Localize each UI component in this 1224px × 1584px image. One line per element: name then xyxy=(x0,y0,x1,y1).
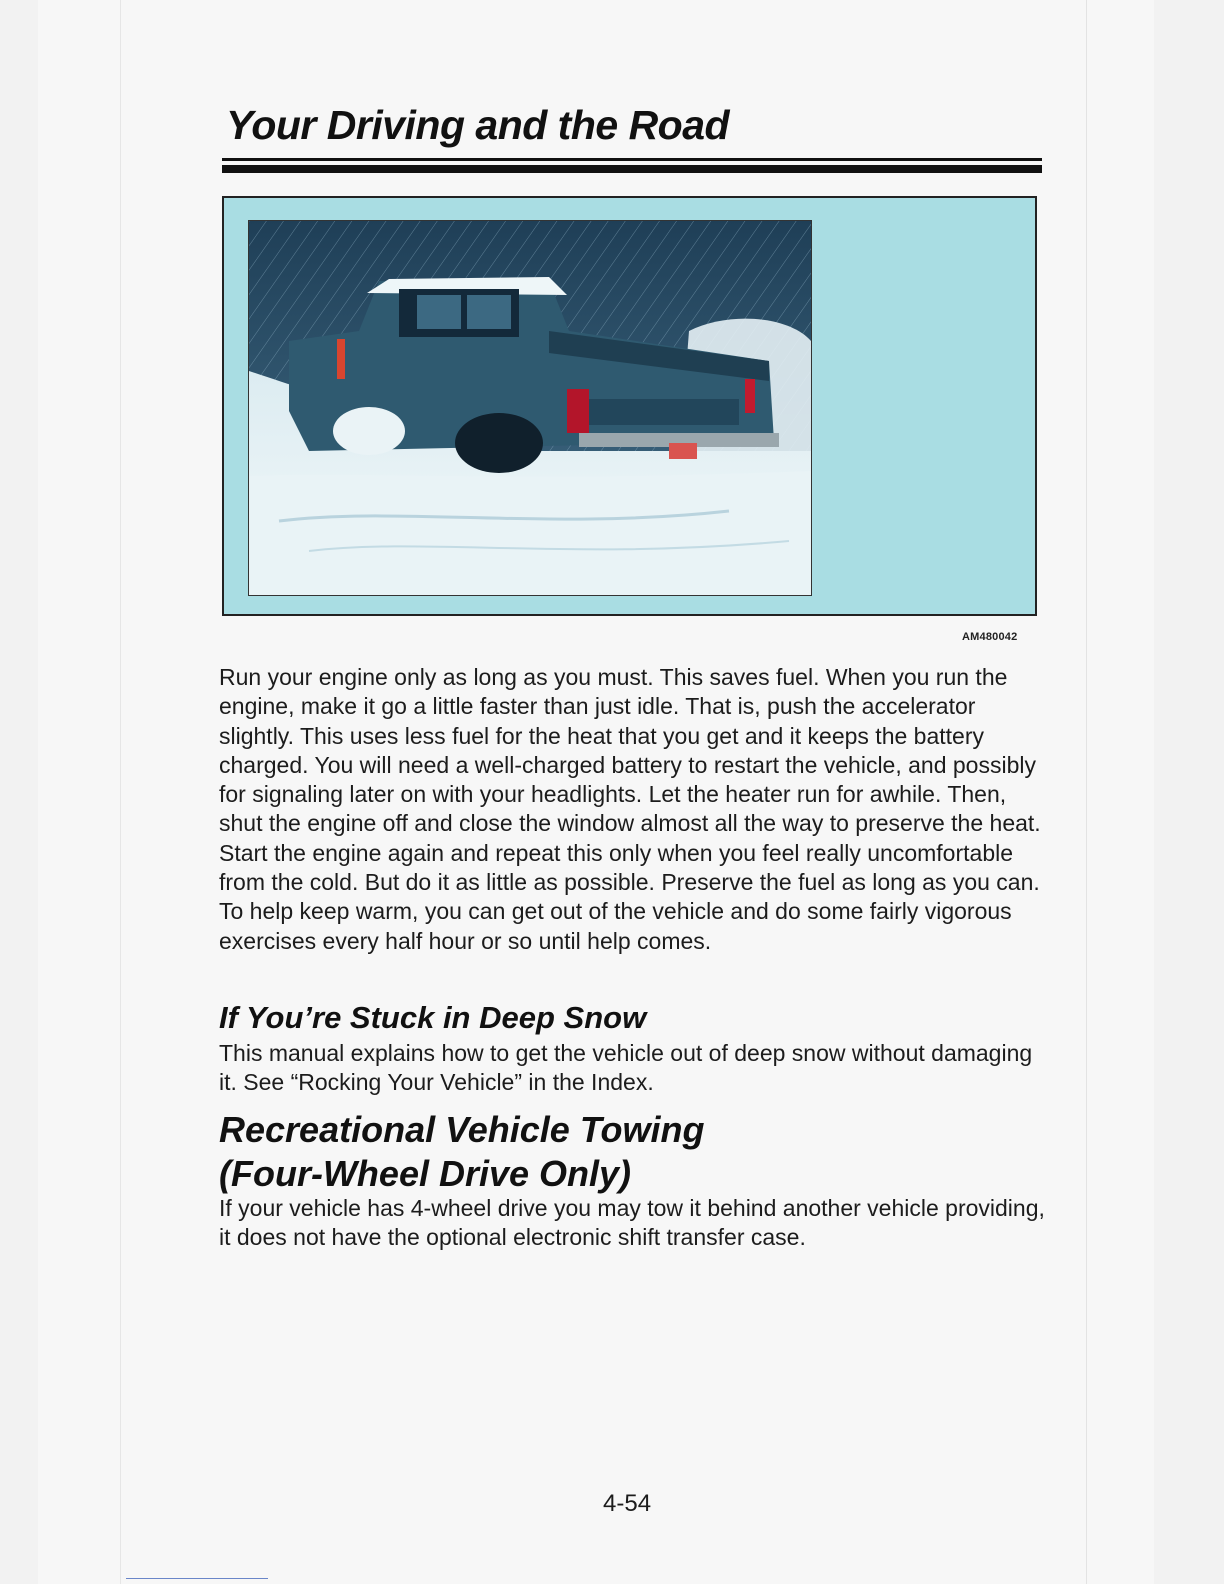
page-edge-line xyxy=(1086,0,1087,1584)
bottom-link-rule xyxy=(126,1578,268,1579)
license-plate xyxy=(669,443,697,459)
subheading-stuck-in-snow: If You’re Stuck in Deep Snow xyxy=(219,1000,647,1035)
paragraph-stuck-in-snow: This manual explains how to get the vehicle out of deep snow without damaging it. See “Rocking Your Vehicle” in the Index. xyxy=(219,1040,1033,1096)
paragraph-engine-idle: Run your engine only as long as you must. This saves fuel. When you run the engine, make it go a little faster than just idle. That is, push the accelerator slightly. This uses less fuel for the heat that you get and it keeps the battery charged. You will need a well-charged battery to restart the vehicle, and possibly for signaling later on with your headlights. Let the heater run for awhile. Then, shut the engine off and close the window almost all the way to preserve the heat. Start the engine again and repeat this only when you feel really uncomfortable from the cold. But do it as little as possible. Preserve the fuel as long as you can. To help keep warm, you can get out of the vehicle and do some fairly vigorous exercises every half hour or so until help comes. xyxy=(219,664,1041,954)
heading-towing-line-2: (Four-Wheel Drive Only) xyxy=(219,1153,632,1194)
illustration-panel xyxy=(222,196,1037,616)
page-margin-line xyxy=(120,0,121,1584)
snow-foreground xyxy=(249,471,811,595)
page-title: Your Driving and the Road xyxy=(226,102,730,148)
rear-wheel xyxy=(455,413,543,473)
title-rule xyxy=(222,158,1042,161)
truck-in-snow-illustration xyxy=(248,220,812,596)
tail-light xyxy=(567,389,589,433)
paragraph-towing: If your vehicle has 4-wheel drive you may tow it behind another vehicle providing, it does not have the optional electronic shift transfer case. xyxy=(219,1195,1045,1251)
heading-recreational-towing xyxy=(219,1108,704,1196)
title-rule-heavy xyxy=(222,165,1042,173)
figure-code: AM480042 xyxy=(962,631,1018,643)
heading-towing-line-1: Recreational Vehicle Towing xyxy=(219,1109,705,1150)
page-number: 4-54 xyxy=(603,1490,652,1517)
snow-around-wheel xyxy=(333,407,405,455)
